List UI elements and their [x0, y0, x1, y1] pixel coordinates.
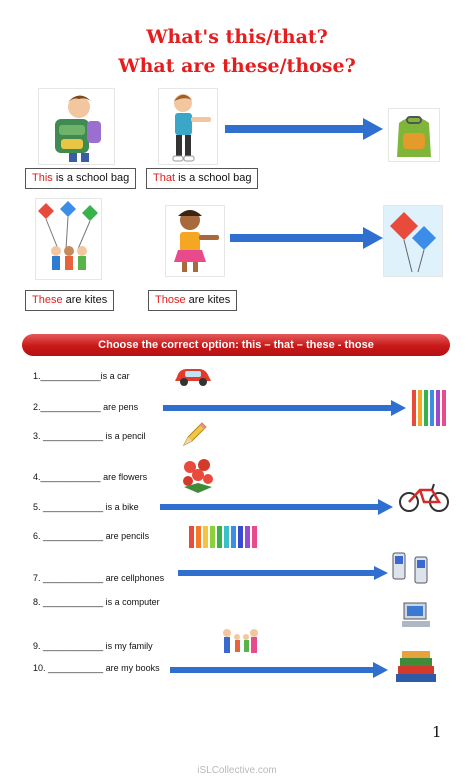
- keyword-those: Those: [155, 294, 186, 306]
- exercise-6: 6. ____________ are pencils: [33, 531, 150, 541]
- watermark: iSLCollective.com: [197, 765, 277, 776]
- pencil-image: [180, 421, 208, 449]
- worksheet-title-line2: What are these/those?: [118, 55, 356, 77]
- pointing-arrow: [225, 118, 385, 140]
- example-text: is a school bag: [175, 172, 252, 184]
- example-label-those: [148, 290, 237, 311]
- kites-image: [383, 205, 443, 277]
- keyword-that: That: [153, 172, 176, 184]
- bike-image: [398, 480, 450, 514]
- example-label-that: [146, 168, 258, 189]
- exercise-9: 9. ____________ is my family: [33, 641, 153, 651]
- pointing-arrow: [170, 662, 390, 678]
- pointing-arrow: [178, 566, 390, 580]
- pointing-arrow: [230, 227, 385, 249]
- exercise-3: 3. ____________ is a pencil: [33, 431, 146, 441]
- exercise-1: 1.____________is a car: [33, 371, 130, 381]
- example-label-this: [25, 168, 136, 189]
- pointing-arrow: [160, 499, 395, 515]
- boy-pointing-image: [158, 88, 218, 165]
- exercise-5: 5. ____________ is a bike: [33, 502, 139, 512]
- flowers-image: [180, 457, 216, 495]
- exercise-2: 2.____________ are pens: [33, 402, 139, 412]
- instructions-banner: Choose the correct option: this – that – these - those: [22, 334, 450, 356]
- exercise-4: 4.____________ are flowers: [33, 472, 148, 482]
- books-image: [392, 648, 440, 686]
- page-number: 1: [432, 723, 442, 741]
- example-text: are kites: [185, 294, 231, 306]
- boy-with-school-bag-image: [38, 88, 115, 165]
- exercise-7: 7. ____________ are cellphones: [33, 573, 165, 583]
- example-label-these: [25, 290, 114, 311]
- pens-image: [410, 386, 448, 430]
- family-image: [220, 627, 260, 657]
- computer-image: [398, 601, 434, 629]
- keyword-this: This: [32, 172, 53, 184]
- exercise-10: 10. ___________ are my books: [33, 663, 160, 673]
- girl-pointing-image: [165, 205, 225, 277]
- example-text: are kites: [62, 294, 108, 306]
- example-text: is a school bag: [52, 172, 130, 184]
- exercise-8: 8. ____________ is a computer: [33, 597, 160, 607]
- car-image: [173, 363, 213, 387]
- worksheet-title-line1: What's this/that?: [146, 26, 328, 48]
- cellphones-image: [391, 551, 431, 585]
- keyword-these: These: [32, 294, 63, 306]
- pointing-arrow: [163, 400, 408, 416]
- school-bag-image: [388, 108, 440, 162]
- kids-with-kites-image: [35, 198, 102, 280]
- colored-pencils-image: [187, 522, 263, 550]
